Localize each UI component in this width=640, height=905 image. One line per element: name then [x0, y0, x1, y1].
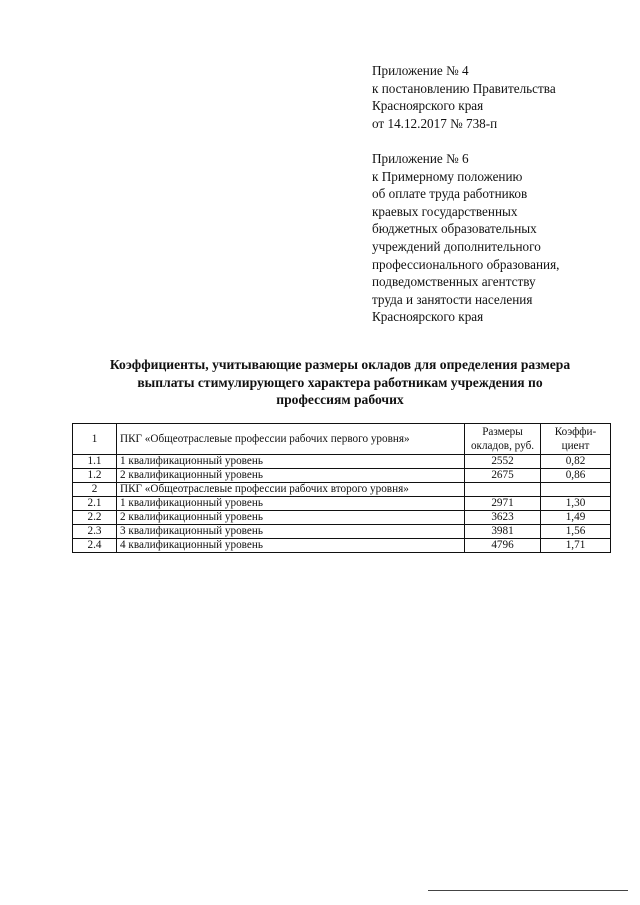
- header-line: учреждений дополнительного: [372, 238, 541, 254]
- table-row: [73, 469, 611, 483]
- table-group-row: [73, 424, 611, 455]
- header-line: бюджетных образовательных: [372, 221, 537, 237]
- page-footer-rule: [428, 890, 628, 891]
- table-row: [73, 525, 611, 539]
- group-number: 2: [73, 483, 117, 497]
- row-coefficient: 0,86: [541, 469, 611, 483]
- row-number: 2.4: [73, 539, 117, 553]
- row-name: 2 квалификационный уровень: [117, 511, 465, 525]
- empty-cell: [541, 483, 611, 497]
- header-line: профессионального образования,: [372, 256, 560, 272]
- row-salary: 3981: [465, 525, 541, 539]
- row-number: 2.3: [73, 525, 117, 539]
- header-line: труда и занятости населения: [372, 291, 533, 307]
- row-salary: 3623: [465, 511, 541, 525]
- header-line: подведомственных агентству: [372, 274, 536, 290]
- table-row: [73, 497, 611, 511]
- empty-cell: [465, 483, 541, 497]
- row-salary: 4796: [465, 539, 541, 553]
- title-line: профессиям рабочих: [276, 392, 404, 407]
- title-line: выплаты стимулирующего характера работникам учреждения по: [137, 374, 543, 390]
- row-name: 1 квалификационный уровень: [117, 455, 465, 469]
- header-line: Приложение № 4: [372, 63, 469, 78]
- header-line: к постановлению Правительства: [372, 80, 556, 96]
- row-number: 2.1: [73, 497, 117, 511]
- title-line: Коэффициенты, учитывающие размеры окладов для определения размера: [109, 357, 571, 372]
- row-name: 4 квалификационный уровень: [117, 539, 465, 553]
- table-row: [73, 455, 611, 469]
- header-line: краевых государственных: [372, 203, 518, 219]
- salary-column-header: Размеры окладов, руб.: [465, 424, 541, 455]
- table-group-row: [73, 483, 611, 497]
- header-line: об оплате труда работников: [372, 186, 528, 202]
- header-line: Красноярского края: [372, 98, 484, 114]
- header-line: от 14.12.2017 № 738-п: [372, 115, 498, 131]
- row-salary: 2971: [465, 497, 541, 511]
- row-name: 1 квалификационный уровень: [117, 497, 465, 511]
- row-coefficient: 1,30: [541, 497, 611, 511]
- row-coefficient: 1,71: [541, 539, 611, 553]
- coefficients-table: [72, 423, 611, 553]
- row-number: 2.2: [73, 511, 117, 525]
- row-number: 1.2: [73, 469, 117, 483]
- group-name: ПКГ «Общеотраслевые профессии рабочих первого уровня»: [117, 424, 465, 455]
- table-row: [73, 511, 611, 525]
- document-title: [60, 356, 620, 409]
- appendix-4-header: [372, 62, 634, 132]
- row-coefficient: 1,49: [541, 511, 611, 525]
- row-number: 1.1: [73, 455, 117, 469]
- appendix-6-header: [372, 150, 634, 326]
- group-number: 1: [73, 424, 117, 455]
- row-salary: 2552: [465, 455, 541, 469]
- row-salary: 2675: [465, 469, 541, 483]
- header-line: Красноярского края: [372, 309, 484, 325]
- header-line: Приложение № 6: [372, 151, 469, 166]
- row-name: 3 квалификационный уровень: [117, 525, 465, 539]
- table-row: [73, 539, 611, 553]
- row-name: 2 квалификационный уровень: [117, 469, 465, 483]
- row-coefficient: 1,56: [541, 525, 611, 539]
- group-name: ПКГ «Общеотраслевые профессии рабочих второго уровня»: [117, 483, 465, 497]
- row-coefficient: 0,82: [541, 455, 611, 469]
- header-line: к Примерному положению: [372, 168, 523, 184]
- coefficient-column-header: Коэффи- циент: [541, 424, 611, 455]
